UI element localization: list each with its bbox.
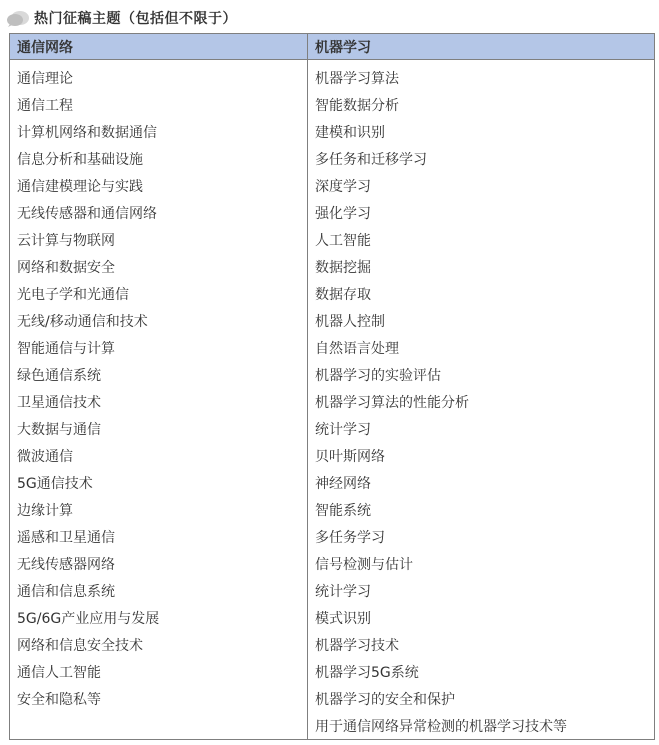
- communication-topic-cell: 智能通信与计算: [10, 334, 308, 361]
- table-row: [10, 550, 655, 577]
- communication-topic-cell: 信息分析和基础设施: [10, 145, 308, 172]
- table-row: [10, 658, 655, 685]
- communication-topic-cell: 5G/6G产业应用与发展: [10, 604, 308, 631]
- table-row: [10, 685, 655, 712]
- table-row: [10, 469, 655, 496]
- table-row: [10, 199, 655, 226]
- speech-bubble-icon: [6, 8, 30, 28]
- topics-table: [9, 33, 655, 740]
- communication-topic-cell: 遥感和卫星通信: [10, 523, 308, 550]
- communication-topic-cell: 5G通信技术: [10, 469, 308, 496]
- table-row: [10, 60, 655, 92]
- communication-topic-cell: 通信理论: [10, 60, 308, 92]
- communication-topic-cell: 卫星通信技术: [10, 388, 308, 415]
- communication-topic-cell: 无线传感器和通信网络: [10, 199, 308, 226]
- machine-learning-topic-cell: 统计学习: [308, 415, 655, 442]
- table-body: [10, 60, 655, 740]
- machine-learning-topic-cell: 数据存取: [308, 280, 655, 307]
- communication-topic-cell: 大数据与通信: [10, 415, 308, 442]
- table-row: [10, 91, 655, 118]
- table-row: [10, 631, 655, 658]
- machine-learning-topic-cell: 神经网络: [308, 469, 655, 496]
- table-row: [10, 712, 655, 740]
- communication-topic-cell: [10, 712, 308, 740]
- communication-topic-cell: 网络和信息安全技术: [10, 631, 308, 658]
- section-heading: [6, 6, 237, 30]
- machine-learning-topic-cell: 数据挖掘: [308, 253, 655, 280]
- machine-learning-topic-cell: 贝叶斯网络: [308, 442, 655, 469]
- table-row: [10, 604, 655, 631]
- communication-topic-cell: 计算机网络和数据通信: [10, 118, 308, 145]
- communication-topic-cell: 通信人工智能: [10, 658, 308, 685]
- machine-learning-topic-cell: 机器学习算法的性能分析: [308, 388, 655, 415]
- machine-learning-topic-cell: 机器学习的安全和保护: [308, 685, 655, 712]
- table-row: [10, 172, 655, 199]
- table-row: [10, 226, 655, 253]
- machine-learning-topic-cell: 多任务和迁移学习: [308, 145, 655, 172]
- machine-learning-topic-cell: 机器学习算法: [308, 60, 655, 92]
- table-row: [10, 388, 655, 415]
- table-row: [10, 442, 655, 469]
- table-row: [10, 361, 655, 388]
- machine-learning-topic-cell: 用于通信网络异常检测的机器学习技术等: [308, 712, 655, 740]
- communication-topic-cell: 绿色通信系统: [10, 361, 308, 388]
- table-row: [10, 253, 655, 280]
- machine-learning-topic-cell: 深度学习: [308, 172, 655, 199]
- table-row: [10, 145, 655, 172]
- machine-learning-topic-cell: 机器学习技术: [308, 631, 655, 658]
- machine-learning-topic-cell: 模式识别: [308, 604, 655, 631]
- machine-learning-topic-cell: 强化学习: [308, 199, 655, 226]
- table-header-row: [10, 34, 655, 60]
- communication-topic-cell: 网络和数据安全: [10, 253, 308, 280]
- machine-learning-topic-cell: 多任务学习: [308, 523, 655, 550]
- communication-topic-cell: 通信建模理论与实践: [10, 172, 308, 199]
- table-row: [10, 334, 655, 361]
- table-row: [10, 307, 655, 334]
- table-row: [10, 280, 655, 307]
- machine-learning-topic-cell: 信号检测与估计: [308, 550, 655, 577]
- table-row: [10, 496, 655, 523]
- communication-topic-cell: 云计算与物联网: [10, 226, 308, 253]
- machine-learning-topic-cell: 建模和识别: [308, 118, 655, 145]
- machine-learning-topic-cell: 自然语言处理: [308, 334, 655, 361]
- communication-topic-cell: 无线传感器网络: [10, 550, 308, 577]
- machine-learning-topic-cell: 智能系统: [308, 496, 655, 523]
- machine-learning-topic-cell: 人工智能: [308, 226, 655, 253]
- machine-learning-topic-cell: 统计学习: [308, 577, 655, 604]
- communication-topic-cell: 微波通信: [10, 442, 308, 469]
- machine-learning-topic-cell: 智能数据分析: [308, 91, 655, 118]
- communication-topic-cell: 边缘计算: [10, 496, 308, 523]
- column-header-machine-learning: 机器学习: [308, 34, 655, 60]
- table-row: [10, 415, 655, 442]
- table-row: [10, 523, 655, 550]
- column-header-communication-networks: 通信网络: [10, 34, 308, 60]
- table-row: [10, 118, 655, 145]
- machine-learning-topic-cell: 机器人控制: [308, 307, 655, 334]
- machine-learning-topic-cell: 机器学习的实验评估: [308, 361, 655, 388]
- communication-topic-cell: 光电子学和光通信: [10, 280, 308, 307]
- communication-topic-cell: 无线/移动通信和技术: [10, 307, 308, 334]
- machine-learning-topic-cell: 机器学习5G系统: [308, 658, 655, 685]
- table-row: [10, 577, 655, 604]
- section-title: 热门征稿主题（包括但不限于）: [34, 11, 237, 27]
- communication-topic-cell: 通信工程: [10, 91, 308, 118]
- communication-topic-cell: 安全和隐私等: [10, 685, 308, 712]
- communication-topic-cell: 通信和信息系统: [10, 577, 308, 604]
